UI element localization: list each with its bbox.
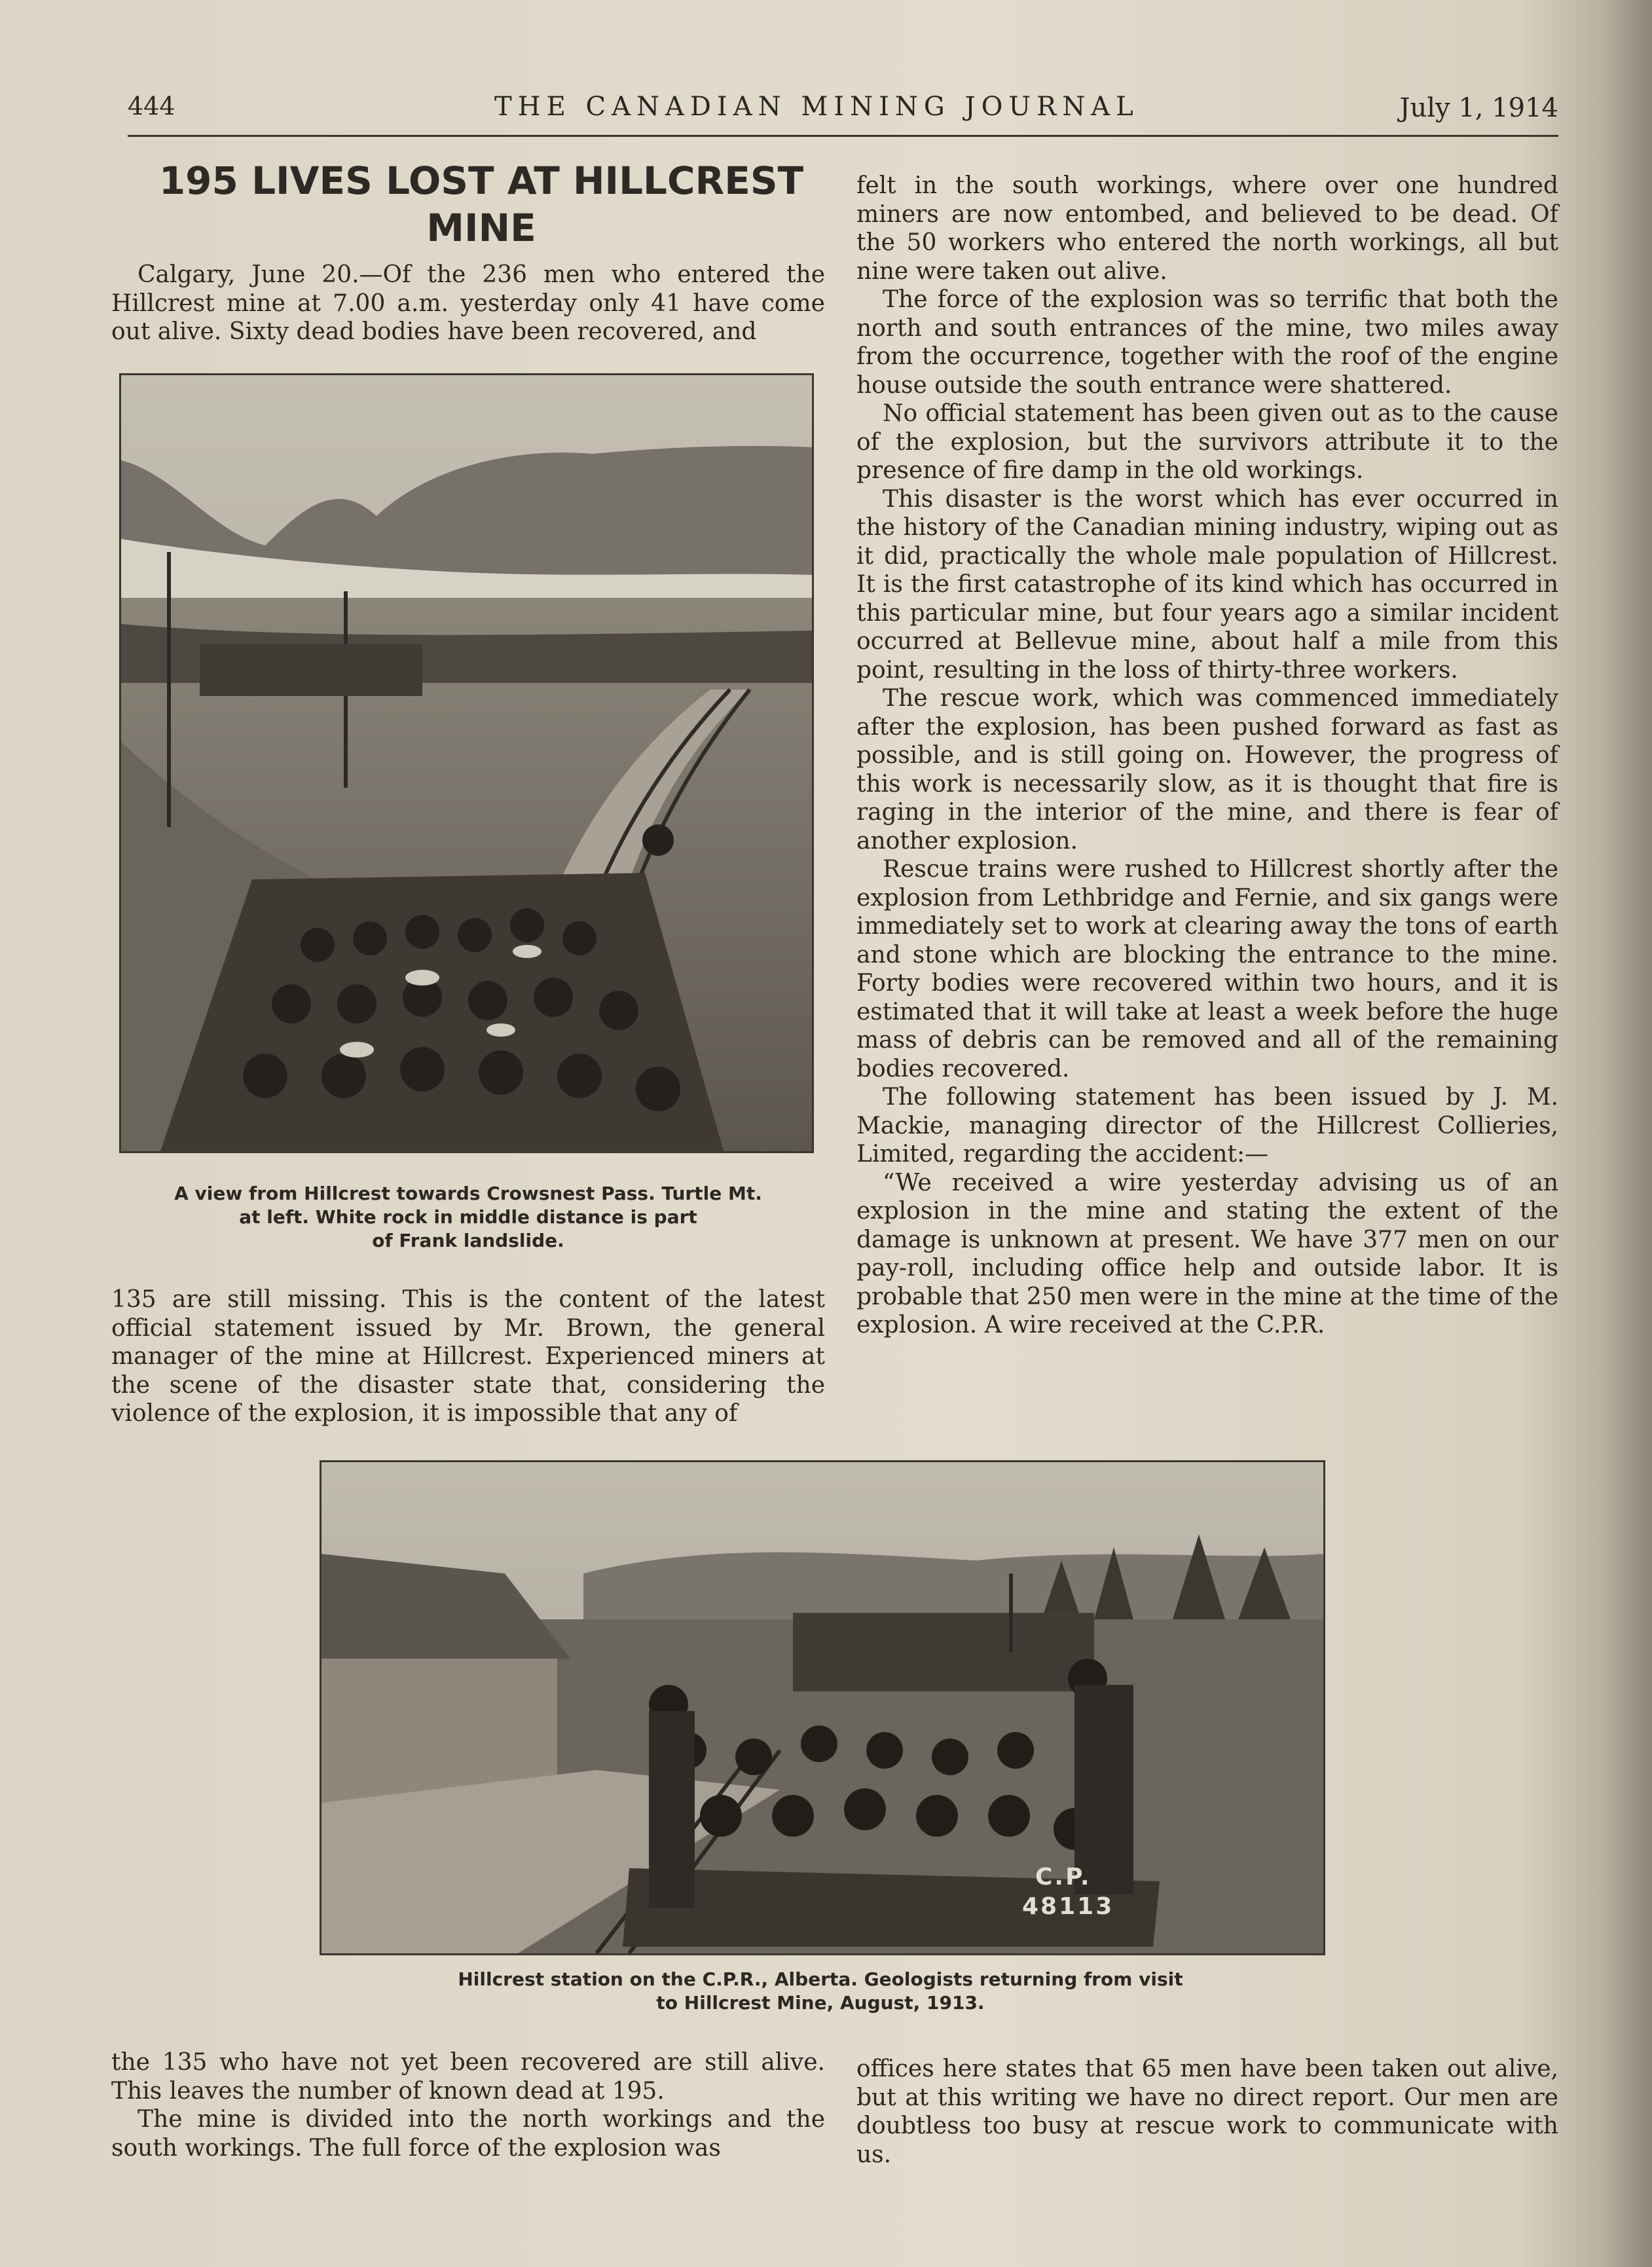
header-rule — [128, 135, 1558, 137]
paragraph: This disaster is the worst which has ever occurred in the history of the Canadian mining industry, wiping out as it did, practically the whole male population of Hillcrest. It is the first catastrophe of its kind which has occurred in this particular mine, but four years ago a similar incident occurred at Bellevue mine, about half a mile from this point, resulting in the loss of thirty-three workers. — [856, 485, 1558, 684]
photo1-caption-line-3: of Frank landslide. — [372, 1230, 564, 1251]
paragraph: the 135 who have not yet been recovered are still alive. This leaves the number of known dead at 195. — [111, 2049, 825, 2105]
photo-crowsnest-illustration — [121, 375, 812, 1151]
photo2-caption-line-1: Hillcrest station on the C.P.R., Alberta. Geologists returning from visit — [458, 1968, 1183, 1990]
photo1-caption-line-2: at left. White rock in middle distance is part — [239, 1206, 697, 1228]
paragraph: No official statement has been given out as to the cause of the explosion, but the survivors attribute it to the presence of fire damp in the old workings. — [856, 400, 1558, 484]
journal-title: THE CANADIAN MINING JOURNAL — [494, 92, 1139, 122]
photo2-caption-line-2: to Hillcrest Mine, August, 1913. — [656, 1992, 985, 2014]
photo-station-illustration — [321, 1462, 1323, 1953]
car-label-line-2: 48113 — [1022, 1893, 1114, 1920]
paragraph: The mine is divided into the north workings and the south workings. The full force of the explosion was — [111, 2106, 825, 2162]
paragraph: “We received a wire yesterday advising us of an explosion in the mine and stating the extent of the damage is unknown at present. We have 377 men on our pay-roll, including office help and outside labor. It is probable that 250 men were in the mine at the time of the explosion. A wire received at the C.P.R. — [856, 1169, 1558, 1338]
car-label-line-1: C.P. — [1035, 1864, 1092, 1890]
paragraph: The rescue work, which was commenced immediately after the explosion, has been pushed forward as fast as possible, and is still going on. However, the progress of this work is necessarily slow, as it is thought that fire is raging in the interior of the mine, and there is fear of another explosion. — [856, 685, 1558, 855]
photo-hillcrest-station — [320, 1460, 1325, 1955]
photo-hillcrest-crowsnest-view — [119, 373, 814, 1153]
paragraph: 135 are still missing. This is the content of the latest official statement issued by Mr. Brown, the general manager of the mine at Hillcrest. Experienced miners at the scene of the disaster state that, considering the violence of the explosion, it is impossible that any of — [111, 1286, 825, 1427]
paragraph: Calgary, June 20.—Of the 236 men who entered the Hillcrest mine at 7.00 a.m. yesterday only 41 have come out alive. Sixty dead bodies have been recovered, and — [111, 261, 825, 345]
headline-line-2: MINE — [426, 206, 536, 250]
paragraph: The force of the explosion was so terrific that both the north and south entrances of the mine, two miles away from the occurrence, together with the roof of the engine house outside the south entrance were shattered. — [856, 286, 1558, 399]
photo1-caption-line-1: A view from Hillcrest towards Crowsnest Pass. Turtle Mt. — [174, 1183, 762, 1204]
paragraph: Rescue trains were rushed to Hillcrest shortly after the explosion from Lethbridge and Fernie, and six gangs were immediately set to work at clearing away the tons of earth and stone which are blocking the entrance to the mine. Forty bodies were recovered within two hours, and it is estimated that it will take at least a week before the huge mass of debris can be removed and all of the remaining bodies recovered. — [856, 856, 1558, 1082]
page-number: 444 — [128, 92, 175, 120]
paragraph: felt in the south workings, where over one hundred miners are now entombed, and believed to be dead. Of the 50 workers who entered the north workings, all but nine were taken out alive. — [856, 172, 1558, 285]
headline-line-1: 195 LIVES LOST AT HILLCREST — [158, 158, 804, 203]
paragraph: The following statement has been issued by J. M. Mackie, managing director of the Hillcrest Collieries, Limited, regarding the accident:— — [856, 1084, 1558, 1168]
right-column-bottom — [856, 2055, 1558, 2169]
left-column-middle — [111, 1285, 825, 1428]
paragraph: offices here states that 65 men have been taken out alive, but at this writing we have no direct report. Our men are doubtless too busy at rescue work to communicate with us. — [856, 2055, 1558, 2168]
photo1-caption — [111, 1182, 825, 1253]
issue-date: July 1, 1914 — [1399, 93, 1558, 123]
right-column — [856, 172, 1558, 1340]
photo2-caption — [320, 1968, 1321, 2015]
article-headline — [124, 157, 838, 251]
running-header — [128, 85, 1558, 138]
left-column-top — [111, 261, 825, 346]
left-column-bottom — [111, 2048, 825, 2162]
